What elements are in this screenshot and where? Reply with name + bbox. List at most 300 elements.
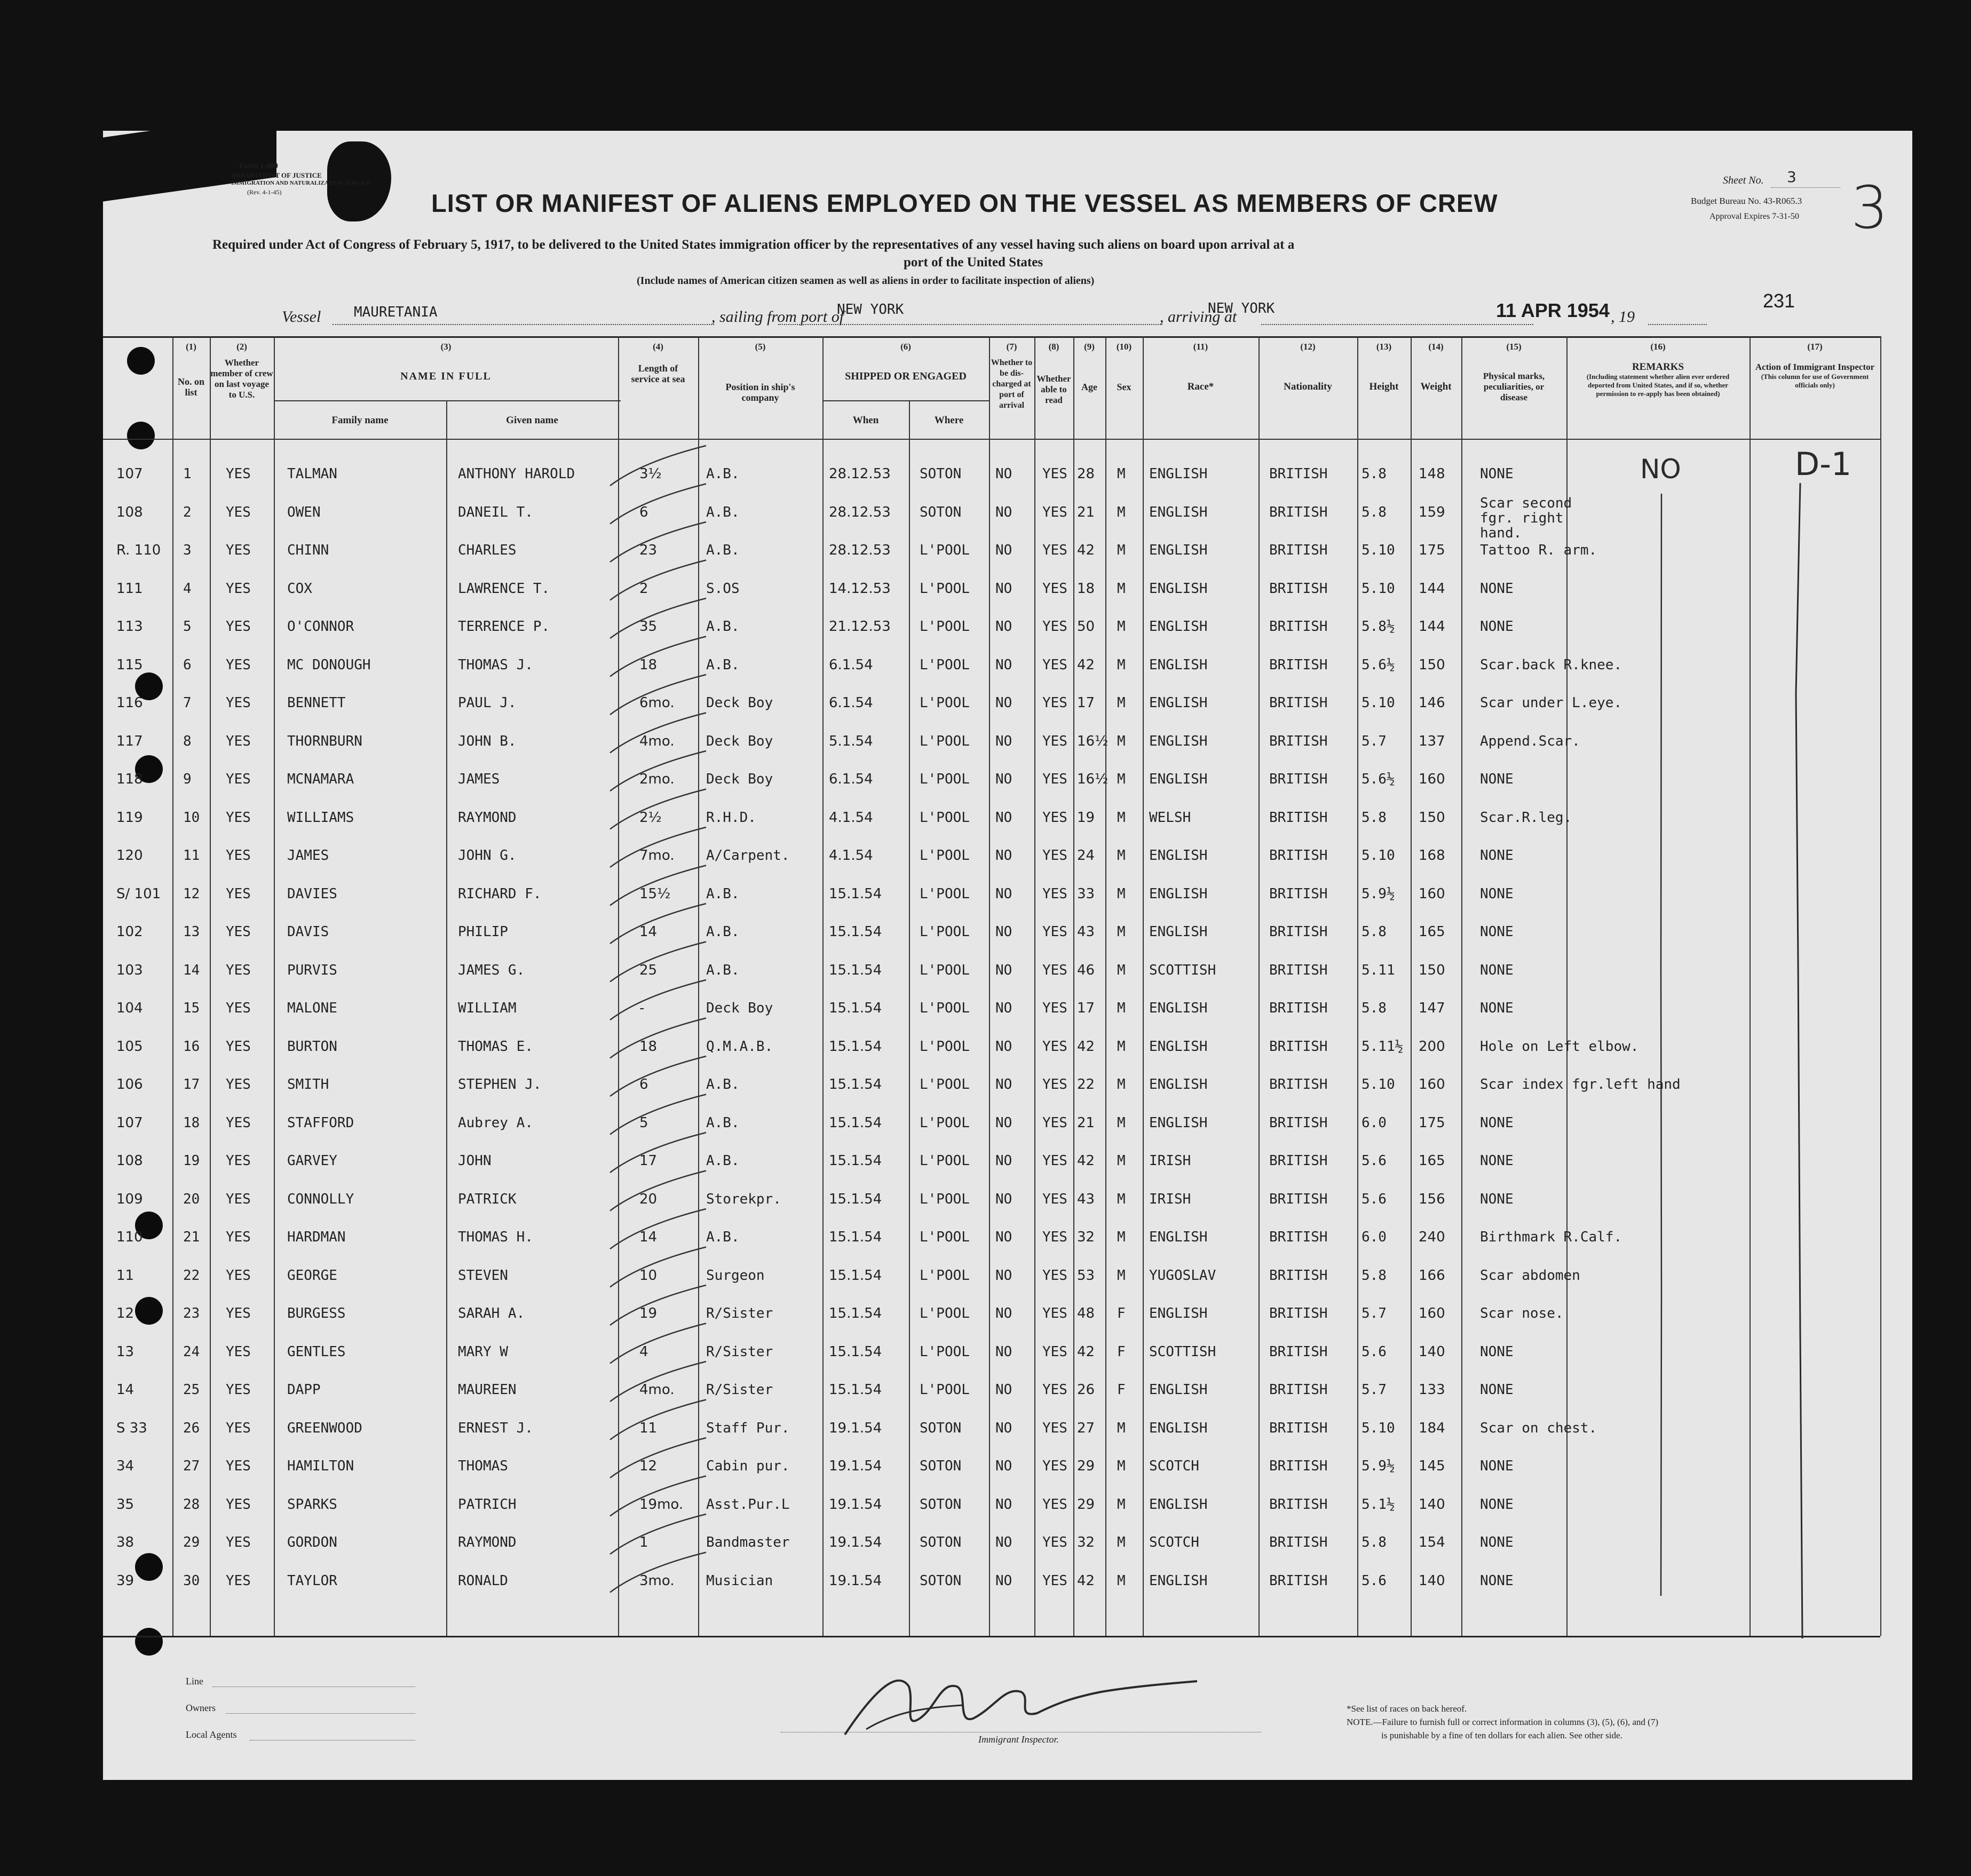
- given-name: DANEIL T.: [458, 504, 533, 520]
- nationality: BRITISH: [1269, 1076, 1328, 1093]
- race: ENGLISH: [1149, 580, 1208, 597]
- list-number: 14: [183, 962, 200, 978]
- table-row: [103, 914, 1912, 952]
- family-name: TAYLOR: [287, 1572, 337, 1589]
- weight: 148: [1419, 466, 1445, 482]
- physical-marks: Tattoo R. arm.: [1480, 542, 1597, 558]
- race: YUGOSLAV: [1149, 1267, 1216, 1284]
- shipped-where: L'POOL: [920, 1076, 970, 1093]
- sex: M: [1117, 1229, 1126, 1245]
- race: ENGLISH: [1149, 771, 1208, 787]
- member-last-voyage: YES: [226, 1458, 251, 1474]
- side-number: 117: [116, 733, 143, 749]
- sex: M: [1117, 466, 1126, 482]
- physical-marks: NONE: [1480, 580, 1514, 597]
- given-name: THOMAS: [458, 1458, 508, 1474]
- height: 5.10: [1362, 1076, 1395, 1093]
- age: 29: [1077, 1458, 1095, 1474]
- discharged: NO: [995, 542, 1012, 558]
- height: 5.6½: [1362, 656, 1395, 673]
- side-number: 105: [116, 1038, 143, 1055]
- family-name: WILLIAMS: [287, 809, 354, 826]
- race: WELSH: [1149, 809, 1191, 826]
- sex: M: [1117, 619, 1126, 635]
- col-remarks-header: (16) REMARKS (Including statement whether alien ever ordered deported from United States, and if so, whether permission to re-apply has been obtained): [1586, 342, 1730, 398]
- shipped-when: 6.1.54: [829, 771, 873, 787]
- shipped-when: 14.12.53: [829, 580, 891, 597]
- length-of-service: 6: [639, 504, 648, 520]
- list-number: 16: [183, 1038, 200, 1055]
- list-number: 20: [183, 1191, 200, 1207]
- given-name: JAMES: [458, 771, 500, 787]
- member-last-voyage: YES: [226, 1076, 251, 1093]
- shipped-where: L'POOL: [920, 1305, 970, 1321]
- discharged: NO: [995, 1000, 1012, 1016]
- from-port: NEW YORK: [837, 302, 904, 318]
- member-last-voyage: YES: [226, 695, 251, 711]
- physical-marks: NONE: [1480, 1191, 1514, 1207]
- height: 5.9½: [1362, 1458, 1395, 1474]
- position: Deck Boy: [706, 695, 773, 711]
- position: A.B.: [706, 924, 740, 940]
- shipped-where: L'POOL: [920, 924, 970, 940]
- able-to-read: YES: [1042, 1305, 1067, 1321]
- discharged: NO: [995, 1305, 1012, 1321]
- subtitle-include: (Include names of American citizen seamen as well as aliens in order to facilitate inspection of aliens): [637, 275, 1095, 287]
- position: A.B.: [706, 504, 740, 520]
- member-last-voyage: YES: [226, 1114, 251, 1131]
- length-of-service: 19mo.: [639, 1496, 684, 1513]
- position: Surgeon: [706, 1267, 765, 1284]
- table-row: [103, 685, 1912, 723]
- race: ENGLISH: [1149, 1076, 1208, 1093]
- family-name: PURVIS: [287, 962, 337, 978]
- race: ENGLISH: [1149, 1305, 1208, 1321]
- position: A.B.: [706, 542, 740, 558]
- table-row: [103, 1105, 1912, 1143]
- race: ENGLISH: [1149, 695, 1208, 711]
- table-row: [103, 1220, 1912, 1257]
- family-name: CHINN: [287, 542, 329, 558]
- sex: M: [1117, 733, 1126, 749]
- length-of-service: 3½: [639, 466, 662, 482]
- list-number: 27: [183, 1458, 200, 1474]
- physical-marks: NONE: [1480, 962, 1514, 978]
- age: 33: [1077, 885, 1095, 902]
- sex: M: [1117, 1420, 1126, 1436]
- height: 5.8: [1362, 1000, 1387, 1016]
- sex: M: [1117, 1153, 1126, 1169]
- age: 42: [1077, 542, 1095, 558]
- nationality: BRITISH: [1269, 504, 1328, 520]
- list-number: 12: [183, 885, 200, 902]
- height: 5.8½: [1362, 619, 1395, 635]
- nationality: BRITISH: [1269, 542, 1328, 558]
- weight: 175: [1419, 1114, 1445, 1131]
- nationality: BRITISH: [1269, 809, 1328, 826]
- position: Deck Boy: [706, 1000, 773, 1016]
- length-of-service: 19: [639, 1305, 658, 1321]
- discharged: NO: [995, 1153, 1012, 1169]
- given-name: ERNEST J.: [458, 1420, 533, 1436]
- discharged: NO: [995, 1343, 1012, 1360]
- table-row: [103, 1411, 1912, 1448]
- physical-marks: NONE: [1480, 1458, 1514, 1474]
- subtitle-port: port of the United States: [904, 255, 1043, 270]
- list-number: 15: [183, 1000, 200, 1016]
- given-name: THOMAS H.: [458, 1229, 533, 1245]
- nationality: BRITISH: [1269, 1191, 1328, 1207]
- length-of-service: -: [639, 1000, 645, 1016]
- sex: M: [1117, 1267, 1126, 1284]
- shipped-when: 15.1.54: [829, 1153, 882, 1169]
- col-race-header: (11) Race*: [1187, 342, 1214, 392]
- physical-marks: Scar index fgr.left hand: [1480, 1076, 1681, 1093]
- length-of-service: 17: [639, 1153, 658, 1169]
- discharged: NO: [995, 1114, 1012, 1131]
- weight: 137: [1419, 733, 1445, 749]
- col-position-header: (5) Position in ship's company: [725, 342, 795, 403]
- physical-marks: NONE: [1480, 1534, 1514, 1550]
- sex: M: [1117, 1572, 1126, 1589]
- member-last-voyage: YES: [226, 1305, 251, 1321]
- physical-marks: NONE: [1480, 1000, 1514, 1016]
- family-name: JAMES: [287, 848, 329, 864]
- height: 5.8: [1362, 466, 1387, 482]
- inspector-ditto-line: [1784, 480, 1816, 1644]
- sex: M: [1117, 504, 1126, 520]
- col-where-header: Where: [934, 415, 964, 426]
- given-name: JOHN: [458, 1153, 492, 1169]
- side-number: 35: [116, 1496, 134, 1513]
- col-name-header: (3) NAME IN FULL: [400, 342, 492, 382]
- weight: 150: [1419, 809, 1445, 826]
- sex: M: [1117, 1114, 1126, 1131]
- shipped-when: 28.12.53: [829, 542, 891, 558]
- discharged: NO: [995, 1572, 1012, 1589]
- weight: 146: [1419, 695, 1445, 711]
- family-name: GEORGE: [287, 1267, 337, 1284]
- weight: 160: [1419, 1305, 1445, 1321]
- shipped-where: SOTON: [920, 504, 962, 520]
- able-to-read: YES: [1042, 1458, 1067, 1474]
- sex: M: [1117, 962, 1126, 978]
- crew-table: [103, 336, 1912, 1636]
- family-name: GENTLES: [287, 1343, 346, 1360]
- member-last-voyage: YES: [226, 885, 251, 902]
- given-name: MARY W: [458, 1343, 508, 1360]
- weight: 160: [1419, 771, 1445, 787]
- given-name: Aubrey A.: [458, 1114, 533, 1131]
- age: 48: [1077, 1305, 1095, 1321]
- shipped-when: 15.1.54: [829, 1382, 882, 1398]
- race: SCOTTISH: [1149, 1343, 1216, 1360]
- shipped-when: 19.1.54: [829, 1572, 882, 1589]
- list-number: 4: [183, 580, 192, 597]
- family-name: BENNETT: [287, 695, 346, 711]
- side-number: 116: [116, 695, 143, 711]
- length-of-service: 25: [639, 962, 658, 978]
- family-name: STAFFORD: [287, 1114, 354, 1131]
- weight: 144: [1419, 619, 1445, 635]
- table-row: [103, 1143, 1912, 1181]
- shipped-where: L'POOL: [920, 1000, 970, 1016]
- given-name: STEVEN: [458, 1267, 508, 1284]
- member-last-voyage: YES: [226, 1229, 251, 1245]
- given-name: WILLIAM: [458, 1000, 517, 1016]
- family-name: MC DONOUGH: [287, 656, 371, 673]
- side-number: 39: [116, 1572, 134, 1589]
- footer-note-races: *See list of races on back hereof.: [1347, 1704, 1467, 1714]
- table-row: [103, 724, 1912, 761]
- able-to-read: YES: [1042, 885, 1067, 902]
- length-of-service: 5: [639, 1114, 648, 1131]
- position: A.B.: [706, 1114, 740, 1131]
- discharged: NO: [995, 885, 1012, 902]
- shipped-when: 15.1.54: [829, 1305, 882, 1321]
- service: IMMIGRATION AND NATURALIZATION SERVICE: [231, 180, 371, 186]
- side-number: 102: [116, 924, 143, 940]
- length-of-service: 14: [639, 924, 658, 940]
- side-number: 111: [116, 580, 143, 597]
- weight: 166: [1419, 1267, 1445, 1284]
- weight: 200: [1419, 1038, 1445, 1055]
- weight: 145: [1419, 1458, 1445, 1474]
- sex: M: [1117, 1496, 1126, 1513]
- physical-marks: NONE: [1480, 1572, 1514, 1589]
- height: 5.7: [1362, 1382, 1387, 1398]
- nationality: BRITISH: [1269, 1382, 1328, 1398]
- shipped-where: SOTON: [920, 1420, 962, 1436]
- shipped-when: 19.1.54: [829, 1420, 882, 1436]
- age: 42: [1077, 1038, 1095, 1055]
- list-number: 5: [183, 619, 192, 635]
- shipped-where: SOTON: [920, 1458, 962, 1474]
- col-given-name-header: Given name: [506, 415, 558, 426]
- length-of-service: 4mo.: [639, 733, 675, 749]
- length-of-service: 2: [639, 580, 648, 597]
- footer-note-penalty: NOTE.—Failure to furnish full or correct information in columns (3), (5), (6), and (7): [1347, 1717, 1658, 1727]
- discharged: NO: [995, 1229, 1012, 1245]
- weight: 133: [1419, 1382, 1445, 1398]
- discharged: NO: [995, 1420, 1012, 1436]
- race: ENGLISH: [1149, 542, 1208, 558]
- sex: M: [1117, 809, 1126, 826]
- table-row: [103, 1372, 1912, 1410]
- revision: (Rev. 4-1-45): [247, 188, 282, 196]
- physical-marks: Scar nose.: [1480, 1305, 1564, 1321]
- given-name: CHARLES: [458, 542, 517, 558]
- member-last-voyage: YES: [226, 1343, 251, 1360]
- family-name: CONNOLLY: [287, 1191, 354, 1207]
- able-to-read: YES: [1042, 619, 1067, 635]
- physical-marks: Scar.R.leg.: [1480, 809, 1572, 826]
- col-when-header: When: [852, 415, 879, 426]
- weight: 160: [1419, 1076, 1445, 1093]
- side-number: 12: [116, 1305, 134, 1321]
- able-to-read: YES: [1042, 1191, 1067, 1207]
- physical-marks: Scar under L.eye.: [1480, 695, 1622, 711]
- footer-line-label: Line: [186, 1676, 203, 1687]
- sex: M: [1117, 885, 1126, 902]
- shipped-where: L'POOL: [920, 809, 970, 826]
- sex: M: [1117, 771, 1126, 787]
- table-row: [103, 1525, 1912, 1562]
- remark-no-handwritten: NO: [1640, 454, 1681, 485]
- weight: 159: [1419, 504, 1445, 520]
- col-age-header: (9) Age: [1081, 342, 1097, 392]
- side-number: S/ 101: [116, 885, 161, 902]
- length-of-service: 3mo.: [639, 1572, 675, 1589]
- side-number: 11: [116, 1267, 134, 1284]
- weight: 140: [1419, 1496, 1445, 1513]
- col-no-header: (1) No. on list: [177, 342, 204, 398]
- age: 21: [1077, 504, 1095, 520]
- footer-note-fine: is punishable by a fine of ten dollars for each alien. See other side.: [1381, 1730, 1622, 1740]
- member-last-voyage: YES: [226, 924, 251, 940]
- family-name: TALMAN: [287, 466, 337, 482]
- given-name: PATRICK: [458, 1191, 517, 1207]
- side-number: 118: [116, 771, 143, 787]
- sex: M: [1117, 695, 1126, 711]
- sex: F: [1117, 1382, 1126, 1398]
- list-number: 22: [183, 1267, 200, 1284]
- table-row: [103, 1563, 1912, 1601]
- age: 42: [1077, 656, 1095, 673]
- age: 53: [1077, 1267, 1095, 1284]
- col-nationality-header: (12) Nationality: [1284, 342, 1332, 392]
- age: 29: [1077, 1496, 1095, 1513]
- position: A.B.: [706, 619, 740, 635]
- list-number: 24: [183, 1343, 200, 1360]
- height: 5.8: [1362, 1534, 1387, 1550]
- race: ENGLISH: [1149, 1229, 1208, 1245]
- given-name: LAWRENCE T.: [458, 580, 550, 597]
- member-last-voyage: YES: [226, 809, 251, 826]
- height: 5.6: [1362, 1343, 1387, 1360]
- nationality: BRITISH: [1269, 466, 1328, 482]
- physical-marks: Append.Scar.: [1480, 733, 1580, 749]
- member-last-voyage: YES: [226, 580, 251, 597]
- family-name: BURTON: [287, 1038, 337, 1055]
- table-row: [103, 609, 1912, 646]
- col-member-header: (2) Whether member of crew on last voyage to U.S.: [210, 342, 273, 400]
- member-last-voyage: YES: [226, 1382, 251, 1398]
- race: ENGLISH: [1149, 733, 1208, 749]
- member-last-voyage: YES: [226, 771, 251, 787]
- shipped-when: 15.1.54: [829, 962, 882, 978]
- nationality: BRITISH: [1269, 580, 1328, 597]
- list-number: 7: [183, 695, 192, 711]
- discharged: NO: [995, 466, 1012, 482]
- weight: 140: [1419, 1572, 1445, 1589]
- length-of-service: 4mo.: [639, 1382, 675, 1398]
- col-sex-header: (10) Sex: [1116, 342, 1132, 392]
- length-of-service: 12: [639, 1458, 658, 1474]
- able-to-read: YES: [1042, 542, 1067, 558]
- weight: 156: [1419, 1191, 1445, 1207]
- position: R/Sister: [706, 1305, 773, 1321]
- shipped-where: L'POOL: [920, 1191, 970, 1207]
- table-row: [103, 1067, 1912, 1104]
- age: 26: [1077, 1382, 1095, 1398]
- race: ENGLISH: [1149, 924, 1208, 940]
- given-name: PHILIP: [458, 924, 508, 940]
- member-last-voyage: YES: [226, 962, 251, 978]
- shipped-when: 19.1.54: [829, 1496, 882, 1513]
- discharged: NO: [995, 1534, 1012, 1550]
- sex: F: [1117, 1343, 1126, 1360]
- footer-agents-label: Local Agents: [186, 1729, 237, 1740]
- length-of-service: 15½: [639, 885, 671, 902]
- race: ENGLISH: [1149, 848, 1208, 864]
- list-number: 6: [183, 656, 192, 673]
- sheet-no-value: 3: [1787, 168, 1796, 186]
- form-number: Form I-480: [239, 162, 278, 170]
- shipped-when: 15.1.54: [829, 1267, 882, 1284]
- sex: M: [1117, 1076, 1126, 1093]
- list-number: 23: [183, 1305, 200, 1321]
- sex: M: [1117, 924, 1126, 940]
- position: R/Sister: [706, 1382, 773, 1398]
- shipped-when: 15.1.54: [829, 1343, 882, 1360]
- list-number: 19: [183, 1153, 200, 1169]
- given-name: JOHN G.: [458, 848, 517, 864]
- discharged: NO: [995, 504, 1012, 520]
- physical-marks: NONE: [1480, 1343, 1514, 1360]
- length-of-service: 4: [639, 1343, 648, 1360]
- discharged: NO: [995, 1382, 1012, 1398]
- race: SCOTCH: [1149, 1534, 1199, 1550]
- race: ENGLISH: [1149, 1000, 1208, 1016]
- able-to-read: YES: [1042, 656, 1067, 673]
- member-last-voyage: YES: [226, 1000, 251, 1016]
- page-title: LIST OR MANIFEST OF ALIENS EMPLOYED ON THE VESSEL AS MEMBERS OF CREW: [431, 189, 1498, 217]
- family-name: BURGESS: [287, 1305, 346, 1321]
- shipped-where: L'POOL: [920, 1153, 970, 1169]
- sex: M: [1117, 1458, 1126, 1474]
- age: 17: [1077, 1000, 1095, 1016]
- length-of-service: 18: [639, 1038, 658, 1055]
- shipped-when: 4.1.54: [829, 848, 873, 864]
- table-row: [103, 1448, 1912, 1486]
- able-to-read: YES: [1042, 848, 1067, 864]
- family-name: DAPP: [287, 1382, 321, 1398]
- nationality: BRITISH: [1269, 771, 1328, 787]
- height: 5.7: [1362, 1305, 1387, 1321]
- side-number: 108: [116, 1153, 143, 1169]
- given-name: STEPHEN J.: [458, 1076, 542, 1093]
- able-to-read: YES: [1042, 504, 1067, 520]
- able-to-read: YES: [1042, 1420, 1067, 1436]
- discharged: NO: [995, 924, 1012, 940]
- side-number: 108: [116, 504, 143, 520]
- shipped-when: 15.1.54: [829, 1038, 882, 1055]
- length-of-service: 18: [639, 656, 658, 673]
- weight: 165: [1419, 1153, 1445, 1169]
- able-to-read: YES: [1042, 1114, 1067, 1131]
- approval-expires: Approval Expires 7-31-50: [1709, 212, 1799, 221]
- position: S.OS: [706, 580, 740, 597]
- sex: F: [1117, 1305, 1126, 1321]
- age: 24: [1077, 848, 1095, 864]
- age: 42: [1077, 1572, 1095, 1589]
- table-row: [103, 1258, 1912, 1295]
- table-row: [103, 571, 1912, 608]
- shipped-where: L'POOL: [920, 695, 970, 711]
- shipped-when: 15.1.54: [829, 885, 882, 902]
- height: 5.10: [1362, 542, 1395, 558]
